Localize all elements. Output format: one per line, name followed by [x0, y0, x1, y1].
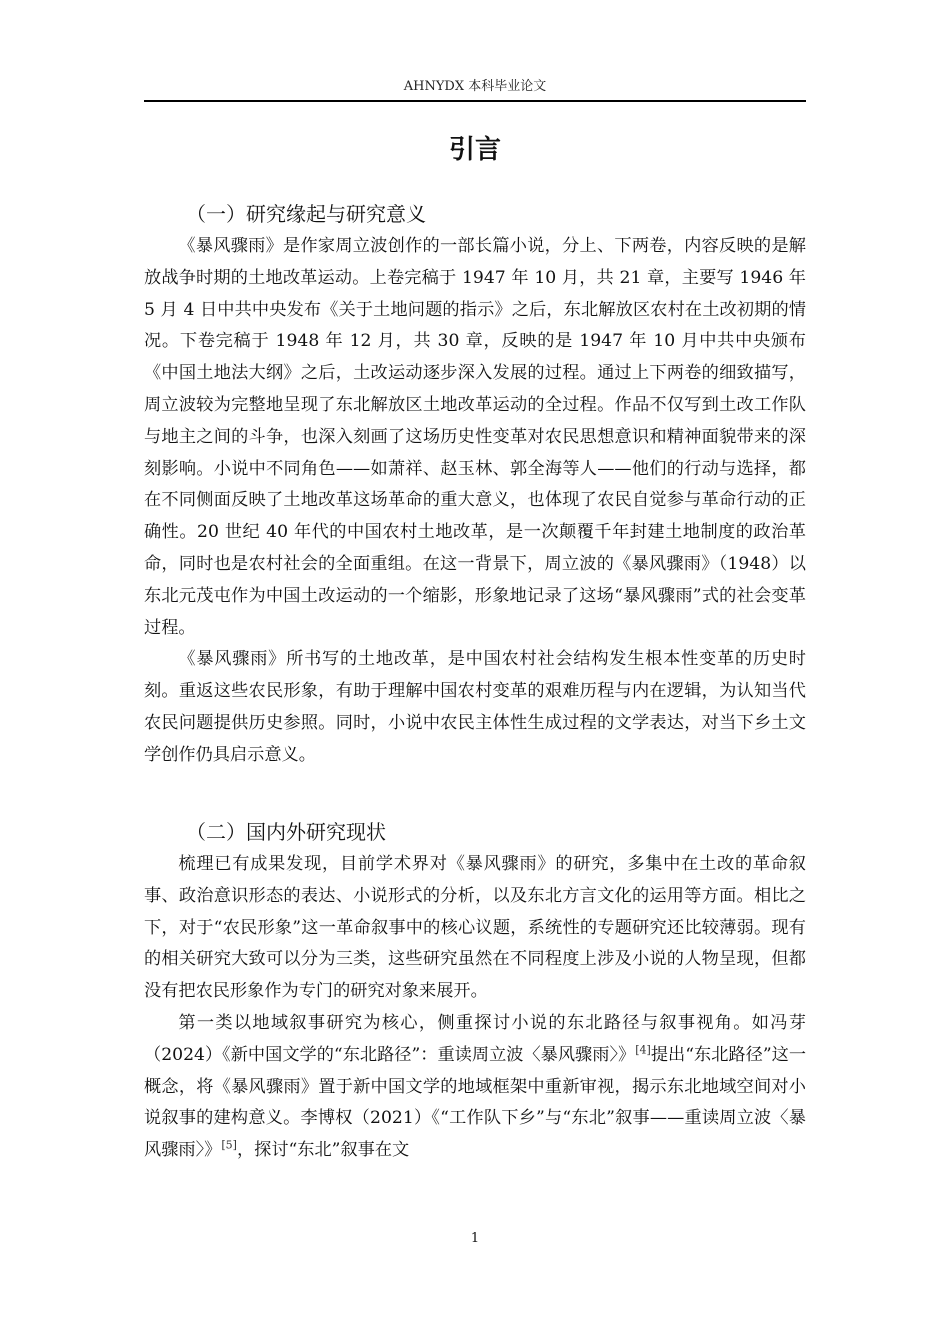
page-title: 引言	[448, 135, 501, 165]
citation-marker: [5]	[221, 1138, 237, 1152]
paragraph: 《暴风骤雨》是作家周立波创作的一部长篇小说，分上、下两卷，内容反映的是解放战争时期的土地改革运动。上卷完稿于 1947 年 10 月，共 21 章，主要写 1946 年 5 月 4 日中共中央发布《关于土地问题的指示》之后，东北解放区农村在土改初期的情况。下卷完稿于 1948 年 12 月，共 30 章，反映的是 1947 年 10 月中共中央颁布《中国土地法大纲》之后，土改运动逐步深入发展的过程。通过上下两卷的细致描写，周立波较为完整地呈现了东北解放区土地改革运动的全过程。作品不仅写到土改工作队与地主之间的斗争，也深入刻画了这场历史性变革对农民思想意识和精神面貌带来的深刻影响。小说中不同角色——如萧祥、赵玉林、郭全海等人——他们的行动与选择，都在不同侧面反映了土地改革这场革命的重大意义，也体现了农民自觉参与革命行动的正确性。20 世纪 40 年代的中国农村土地改革，是一次颠覆千年封建土地制度的政治革命，同时也是农村社会的全面重组。在这一背景下，周立波的《暴风骤雨》（1948）以东北元茂屯作为中国土改运动的一个缩影，形象地记录了这场“暴风骤雨”式的社会变革过程。	[144, 236, 806, 638]
section-2-body	[144, 849, 806, 1167]
section-1-body	[144, 231, 806, 772]
paragraph-text: ，探讨“东北”叙事在文	[236, 1140, 410, 1161]
paragraph-text: 提出“东北路径”这一概念，将《暴风骤雨》置于新中国文学的地域框架中重新审视，揭示东北地域空间对小说叙事的建构意义。李博权（2021）《“工作队下乡”与“东北”叙事——重读周立波〈暴风骤雨〉》	[144, 1044, 807, 1161]
citation-marker: [4]	[635, 1043, 651, 1057]
paragraph-text: 第一类以地域叙事研究为核心，侧重探讨小说的东北路径与叙事视角。如冯芽（2024）《新中国文学的“东北路径”：重读周立波〈暴风骤雨〉》	[144, 1012, 806, 1065]
header-rule	[144, 100, 806, 102]
section-heading-2: （二）国内外研究现状	[186, 820, 386, 844]
section-heading-1: （一）研究缘起与研究意义	[186, 202, 426, 226]
paragraph: 梳理已有成果发现，目前学术界对《暴风骤雨》的研究，多集中在土改的革命叙事、政治意识形态的表达、小说形式的分析，以及东北方言文化的运用等方面。相比之下，对于“农民形象”这一革命叙事中的核心议题，系统性的专题研究还比较薄弱。现有的相关研究大致可以分为三类，这些研究虽然在不同程度上涉及小说的人物呈现，但都没有把农民形象作为专门的研究对象来展开。	[144, 854, 806, 1002]
paragraph	[144, 1008, 806, 1167]
paragraph: 《暴风骤雨》所书写的土地改革，是中国农村社会结构发生根本性变革的历史时刻。重返这些农民形象，有助于理解中国农村变革的艰难历程与内在逻辑，为认知当代农民问题提供历史参照。同时，小说中农民主体性生成过程的文学表达，对当下乡土文学创作仍具启示意义。	[144, 649, 806, 765]
page-header: AHNYDX 本科毕业论文	[403, 79, 547, 94]
page-number: 1	[470, 1231, 480, 1246]
